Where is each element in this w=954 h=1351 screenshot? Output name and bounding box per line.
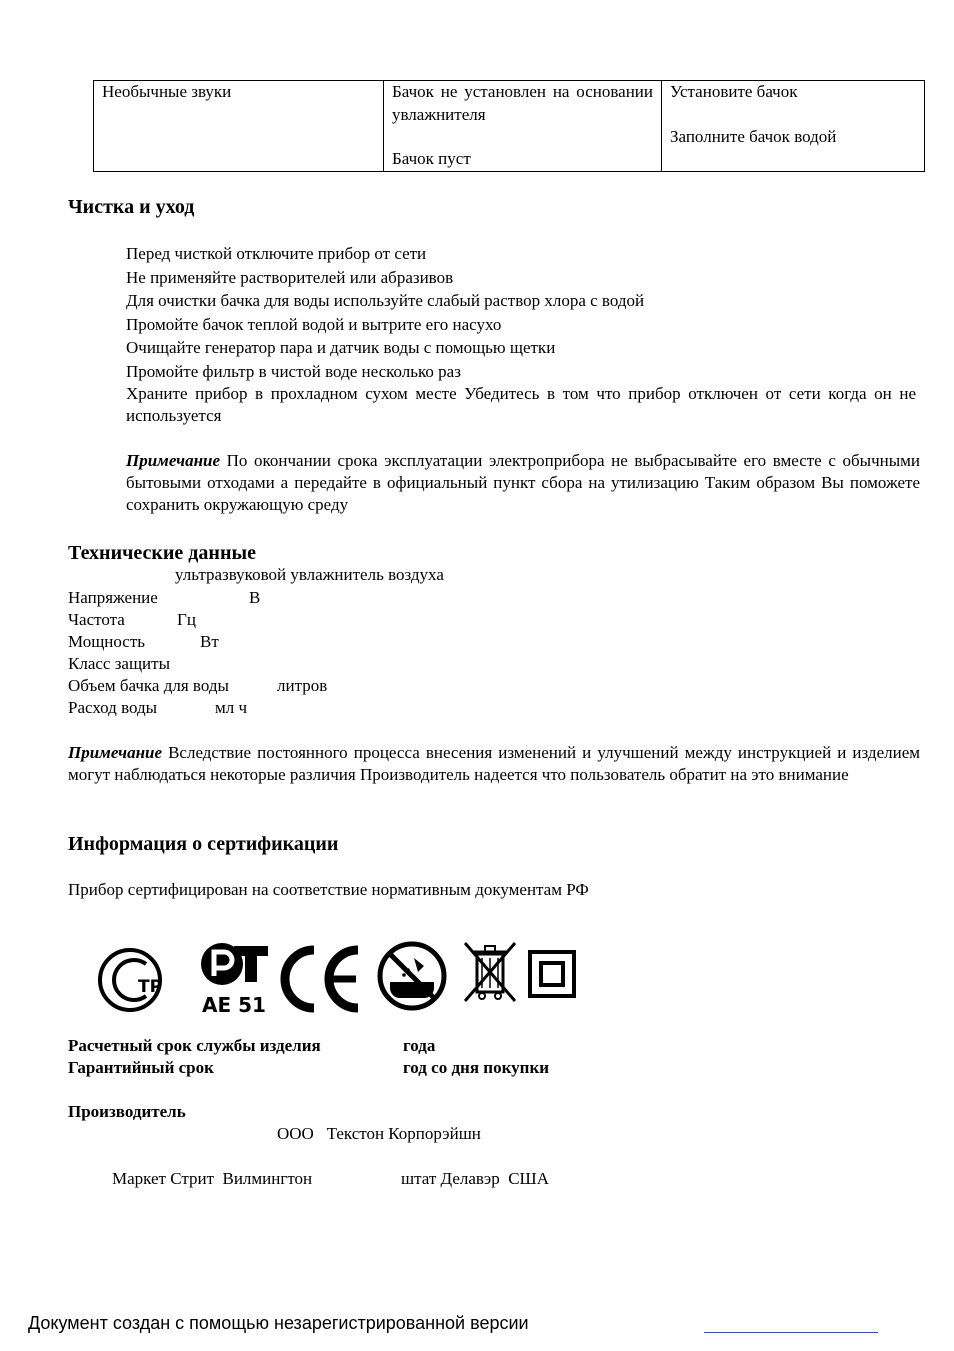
power-unit: Вт — [200, 632, 219, 651]
list-item: Промойте фильтр в чистой воде несколько раз — [126, 361, 461, 381]
list-item: Очищайте генератор пара и датчик воды с помощью щетки — [126, 338, 556, 357]
list-item: Промойте бачок теплой водой и вытрите его насухо — [126, 314, 502, 334]
water-flow-unit: мл ч — [215, 698, 248, 717]
list-item: Для очистки бачка для воды используйте слабый раствор хлора с водой — [126, 291, 645, 310]
pct-logo-icon — [200, 940, 272, 1016]
warranty-label: Гарантийный срок — [68, 1058, 214, 1077]
list-item: Не применяйте растворителей или абразивов — [126, 267, 454, 287]
tr-logo-text: ТР — [138, 977, 163, 997]
frequency-label: Частота — [68, 610, 125, 629]
tank-volume-label: Объем бачка для воды — [68, 676, 229, 695]
voltage-label: Напряжение — [68, 588, 158, 607]
tech-heading: Технические данные — [68, 542, 256, 564]
cert-heading: Информация о сертификации — [68, 833, 339, 855]
voltage-unit: В — [249, 588, 261, 607]
cleaning-note — [126, 450, 920, 516]
class-ii-icon — [528, 950, 576, 998]
certification-logos — [96, 938, 586, 1018]
service-life-value: года — [403, 1036, 436, 1055]
cause-text-1: Бачок не установлен на основании увлажнителя — [392, 82, 653, 124]
list-item: Перед чисткой отключите прибор от сети — [126, 244, 427, 263]
ce-mark-icon — [274, 942, 364, 1016]
protection-class-label: Класс защиты — [68, 654, 171, 673]
note-text: Вследствие постоянного процесса внесения изменений и улучшений между инструкцией и изделием могут наблюдаться некоторые различия Производитель надеется что пользователь обратит на это внимание — [68, 743, 920, 784]
frequency-unit: Гц — [177, 610, 196, 629]
solution-text-2: Заполните бачок водой — [670, 126, 837, 146]
cert-text: Прибор сертифицирован на соответствие нормативным документам РФ — [68, 880, 589, 899]
model-description: ультразвуковой увлажнитель воздуха — [175, 565, 444, 584]
power-label: Мощность — [68, 632, 146, 651]
solution-cell — [662, 81, 925, 172]
weee-bin-icon — [462, 940, 518, 1004]
service-life-label: Расчетный срок службы изделия — [68, 1036, 321, 1055]
troubleshooting-table — [93, 80, 925, 172]
tank-volume-unit: литров — [277, 676, 328, 695]
cause-cell — [384, 81, 662, 172]
tr-logo-icon — [96, 946, 168, 1014]
warranty-value: год со дня покупки — [403, 1058, 550, 1077]
note-text: По окончании срока эксплуатации электроприбора не выбрасывайте его вместе с обычными бытовыми отходами а передайте в официальный пункт сбора на утилизацию Таким образом Вы поможете сохранить окружающую среду — [126, 451, 920, 514]
problem-text: Необычные звуки — [102, 82, 232, 101]
cause-text-2: Бачок пуст — [392, 149, 471, 168]
manufacturer-state: штат Делавэр США — [401, 1169, 549, 1188]
note-label: Примечание — [68, 743, 163, 762]
table-row — [94, 81, 925, 172]
no-immerse-icon — [376, 940, 448, 1012]
cleaning-heading: Чистка и уход — [68, 196, 195, 218]
manufacturer-company: ООО Текстон Корпорэйшн — [277, 1124, 481, 1143]
problem-cell — [94, 81, 384, 172]
cleaning-list — [126, 242, 916, 427]
solution-text-1: Установите бачок — [670, 82, 798, 101]
ae-logo-text: AE 51 — [202, 993, 266, 1016]
water-flow-label: Расход воды — [68, 698, 158, 717]
manufacturer-street: Маркет Стрит Вилмингтон — [112, 1169, 313, 1188]
note-label: Примечание — [126, 451, 221, 470]
manufacturer-heading: Производитель — [68, 1102, 186, 1121]
footer-note: Документ создан с помощью незарегистрированной версии — [28, 1313, 529, 1333]
tech-note — [68, 742, 920, 786]
footer-link[interactable] — [704, 1332, 878, 1333]
list-item: Храните прибор в прохладном сухом месте Убедитесь в том что прибор отключен от сети когда он не используется — [126, 384, 916, 425]
